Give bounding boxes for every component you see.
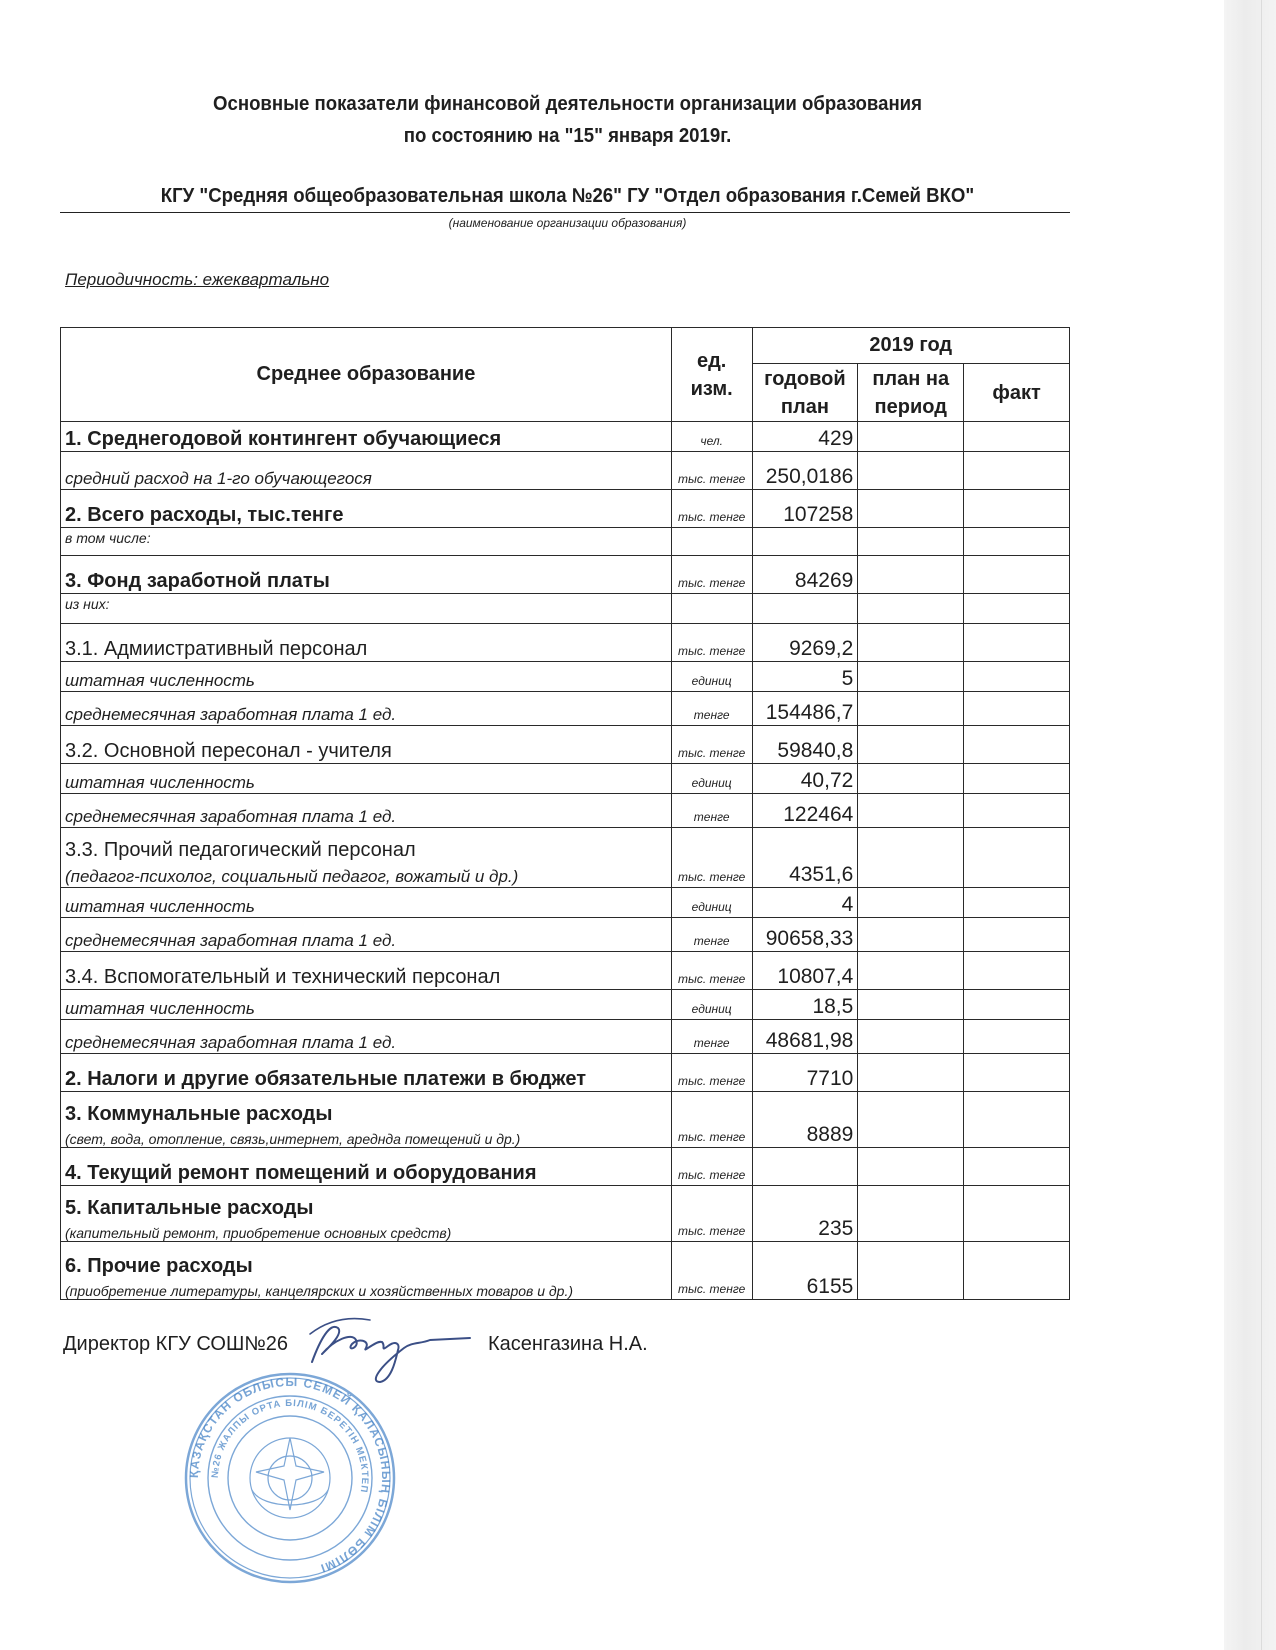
row-label: штатная численность	[61, 764, 672, 794]
svg-text:№26 ЖАЛПЫ ОРТА БІЛІМ БЕРЕТІН М	[210, 1398, 370, 1494]
row-unit: тенге	[671, 1020, 752, 1054]
row-annual-plan: 250,0186	[752, 452, 858, 490]
row-annual-plan: 8889	[752, 1092, 858, 1148]
row-label: штатная численность	[61, 888, 672, 918]
row-label: 4. Текущий ремонт помещений и оборудования	[61, 1148, 672, 1186]
row-fact	[964, 1242, 1070, 1300]
row-fact	[964, 692, 1070, 726]
row-label: среднемесячная заработная плата 1 ед.	[61, 794, 672, 828]
seal-outer-text: ҚАЗАҚСТАН ОБЛЫСЫ СЕМЕЙ ҚАЛАСЫНЫҢ БІЛІМ БӨЛІМІ	[186, 1374, 394, 1576]
row-label: среднемесячная заработная плата 1 ед.	[61, 1020, 672, 1054]
row-label: 2. Всего расходы, тыс.тенге	[61, 490, 672, 528]
table-row	[61, 918, 1070, 952]
row-fact	[964, 1186, 1070, 1242]
table-row	[61, 952, 1070, 990]
row-period-plan	[858, 888, 964, 918]
row-label-text: 3. Коммунальные расходы	[65, 1103, 333, 1125]
column-header-annual-plan: годовой план	[752, 364, 858, 422]
row-fact	[964, 662, 1070, 692]
row-unit: тыс. тенге	[671, 726, 752, 764]
row-label: средний расход на 1-го обучающегося	[61, 452, 672, 490]
row-period-plan	[858, 556, 964, 594]
row-annual-plan: 122464	[752, 794, 858, 828]
row-label: 3.2. Основной пересонал - учителя	[61, 726, 672, 764]
row-fact	[964, 794, 1070, 828]
row-annual-plan: 235	[752, 1186, 858, 1242]
row-unit: единиц	[671, 764, 752, 794]
row-period-plan	[858, 952, 964, 990]
row-annual-plan: 48681,98	[752, 1020, 858, 1054]
table-row	[61, 452, 1070, 490]
table-row	[61, 1242, 1070, 1300]
row-unit: тыс. тенге	[671, 1054, 752, 1092]
row-period-plan	[858, 594, 964, 624]
row-label-note: (педагог-психолог, социальный педагог, вожатый и др.)	[65, 867, 519, 886]
table-row	[61, 794, 1070, 828]
row-unit	[671, 594, 752, 624]
row-fact	[964, 764, 1070, 794]
row-period-plan	[858, 662, 964, 692]
row-fact	[964, 624, 1070, 662]
table-row	[61, 422, 1070, 452]
row-unit: тыс. тенге	[671, 556, 752, 594]
document-title-line1: Основные показатели финансовой деятельности организации образования	[213, 93, 922, 115]
row-unit: чел.	[671, 422, 752, 452]
row-period-plan	[858, 794, 964, 828]
row-period-plan	[858, 452, 964, 490]
row-annual-plan: 6155	[752, 1242, 858, 1300]
row-annual-plan: 59840,8	[752, 726, 858, 764]
row-label	[61, 1242, 672, 1300]
table-row	[61, 726, 1070, 764]
row-fact	[964, 952, 1070, 990]
row-unit: тыс. тенге	[671, 828, 752, 888]
table-row	[61, 528, 1070, 556]
column-header-name: Среднее образование	[61, 328, 672, 422]
row-period-plan	[858, 692, 964, 726]
row-label: 3.1. Адмиистративный персонал	[61, 624, 672, 662]
table-row	[61, 1148, 1070, 1186]
row-period-plan	[858, 828, 964, 888]
row-period-plan	[858, 1148, 964, 1186]
table-row	[61, 1020, 1070, 1054]
row-label: в том числе:	[61, 528, 672, 556]
table-row	[61, 990, 1070, 1020]
row-unit: тыс. тенге	[671, 624, 752, 662]
table-row	[61, 828, 1070, 888]
row-annual-plan: 18,5	[752, 990, 858, 1020]
row-annual-plan: 107258	[752, 490, 858, 528]
row-annual-plan: 4	[752, 888, 858, 918]
row-annual-plan	[752, 1148, 858, 1186]
row-label-note: (приобретение литературы, канцелярских и хозяйственных товаров и др.)	[65, 1283, 573, 1299]
row-label	[61, 1092, 672, 1148]
row-fact	[964, 1020, 1070, 1054]
row-unit	[671, 528, 752, 556]
row-period-plan	[858, 422, 964, 452]
row-fact	[964, 918, 1070, 952]
row-fact	[964, 490, 1070, 528]
row-fact	[964, 452, 1070, 490]
organization-underline	[60, 212, 1070, 213]
periodicity: Периодичность: ежеквартально	[65, 270, 330, 289]
row-period-plan	[858, 1020, 964, 1054]
row-period-plan	[858, 528, 964, 556]
column-header-unit: ед. изм.	[671, 328, 752, 422]
row-label: 1. Среднегодовой контингент обучающиеся	[61, 422, 672, 452]
row-period-plan	[858, 726, 964, 764]
row-unit: единиц	[671, 990, 752, 1020]
row-fact	[964, 888, 1070, 918]
row-period-plan	[858, 490, 964, 528]
table-row	[61, 624, 1070, 662]
row-unit: тыс. тенге	[671, 952, 752, 990]
table-row	[61, 692, 1070, 726]
column-header-fact: факт	[964, 364, 1070, 422]
row-fact	[964, 726, 1070, 764]
row-label-text: 6. Прочие расходы	[65, 1255, 253, 1277]
row-unit: тыс. тенге	[671, 1186, 752, 1242]
row-fact	[964, 990, 1070, 1020]
row-label: из них:	[61, 594, 672, 624]
row-period-plan	[858, 1242, 964, 1300]
row-label: штатная численность	[61, 990, 672, 1020]
scan-edge-line	[1261, 0, 1262, 1650]
row-fact	[964, 828, 1070, 888]
row-label: 3. Фонд заработной платы	[61, 556, 672, 594]
row-annual-plan	[752, 528, 858, 556]
seal-inner-text: №26 ЖАЛПЫ ОРТА БІЛІМ БЕРЕТІН МЕКТЕП	[209, 1397, 371, 1494]
table-row	[61, 594, 1070, 624]
row-period-plan	[858, 1092, 964, 1148]
row-unit: тенге	[671, 692, 752, 726]
row-annual-plan: 10807,4	[752, 952, 858, 990]
organization-name: КГУ "Средняя общеобразовательная школа №26" ГУ "Отдел образования г.Семей ВКО"	[160, 185, 975, 207]
table-row	[61, 556, 1070, 594]
row-label-note: (капительный ремонт, приобретение основных средств)	[65, 1225, 452, 1241]
column-header-period-plan: план на период	[858, 364, 964, 422]
table-row	[61, 662, 1070, 692]
row-fact	[964, 1092, 1070, 1148]
row-annual-plan: 7710	[752, 1054, 858, 1092]
row-unit: единиц	[671, 888, 752, 918]
row-unit: тенге	[671, 918, 752, 952]
row-annual-plan: 40,72	[752, 764, 858, 794]
row-annual-plan: 90658,33	[752, 918, 858, 952]
row-period-plan	[858, 918, 964, 952]
row-label: 3.4. Вспомогательный и технический персонал	[61, 952, 672, 990]
organization-caption: (наименование организации образования)	[448, 216, 687, 230]
row-label	[61, 1186, 672, 1242]
row-annual-plan: 154486,7	[752, 692, 858, 726]
row-fact	[964, 422, 1070, 452]
row-label: среднемесячная заработная плата 1 ед.	[61, 692, 672, 726]
row-period-plan	[858, 1054, 964, 1092]
row-label-text: 5. Капитальные расходы	[65, 1197, 314, 1219]
row-fact	[964, 556, 1070, 594]
row-annual-plan: 5	[752, 662, 858, 692]
row-label	[61, 828, 672, 888]
row-unit: тенге	[671, 794, 752, 828]
official-seal-stamp	[170, 1370, 410, 1590]
row-unit: тыс. тенге	[671, 1148, 752, 1186]
director-name: Касенгазина Н.А.	[488, 1333, 648, 1355]
row-annual-plan: 84269	[752, 556, 858, 594]
financial-indicators-table	[60, 327, 1070, 1300]
row-fact	[964, 1148, 1070, 1186]
row-unit: тыс. тенге	[671, 1092, 752, 1148]
row-label-note: (свет, вода, отопление, связь,интернет, ареднда помещений и др.)	[65, 1131, 521, 1147]
row-annual-plan: 4351,6	[752, 828, 858, 888]
row-period-plan	[858, 990, 964, 1020]
table-row	[61, 490, 1070, 528]
table-row	[61, 1092, 1070, 1148]
row-unit: тыс. тенге	[671, 452, 752, 490]
row-period-plan	[858, 1186, 964, 1242]
row-annual-plan	[752, 594, 858, 624]
row-unit: единиц	[671, 662, 752, 692]
row-label-text: 3.3. Прочий педагогический персонал	[65, 839, 416, 861]
row-fact	[964, 528, 1070, 556]
row-period-plan	[858, 624, 964, 662]
row-label: штатная численность	[61, 662, 672, 692]
column-header-year: 2019 год	[752, 328, 1070, 364]
table-row	[61, 764, 1070, 794]
row-label: среднемесячная заработная плата 1 ед.	[61, 918, 672, 952]
row-period-plan	[858, 764, 964, 794]
scan-edge-shadow	[1224, 0, 1276, 1650]
row-annual-plan: 9269,2	[752, 624, 858, 662]
director-label: Директор КГУ СОШ№26	[63, 1333, 289, 1355]
table-row	[61, 1054, 1070, 1092]
row-fact	[964, 1054, 1070, 1092]
row-annual-plan: 429	[752, 422, 858, 452]
row-label: 2. Налоги и другие обязательные платежи в бюджет	[61, 1054, 672, 1092]
table-row	[61, 888, 1070, 918]
row-unit: тыс. тенге	[671, 490, 752, 528]
row-fact	[964, 594, 1070, 624]
document-title-line2: по состоянию на "15" января 2019г.	[403, 125, 732, 147]
row-unit: тыс. тенге	[671, 1242, 752, 1300]
table-row	[61, 1186, 1070, 1242]
